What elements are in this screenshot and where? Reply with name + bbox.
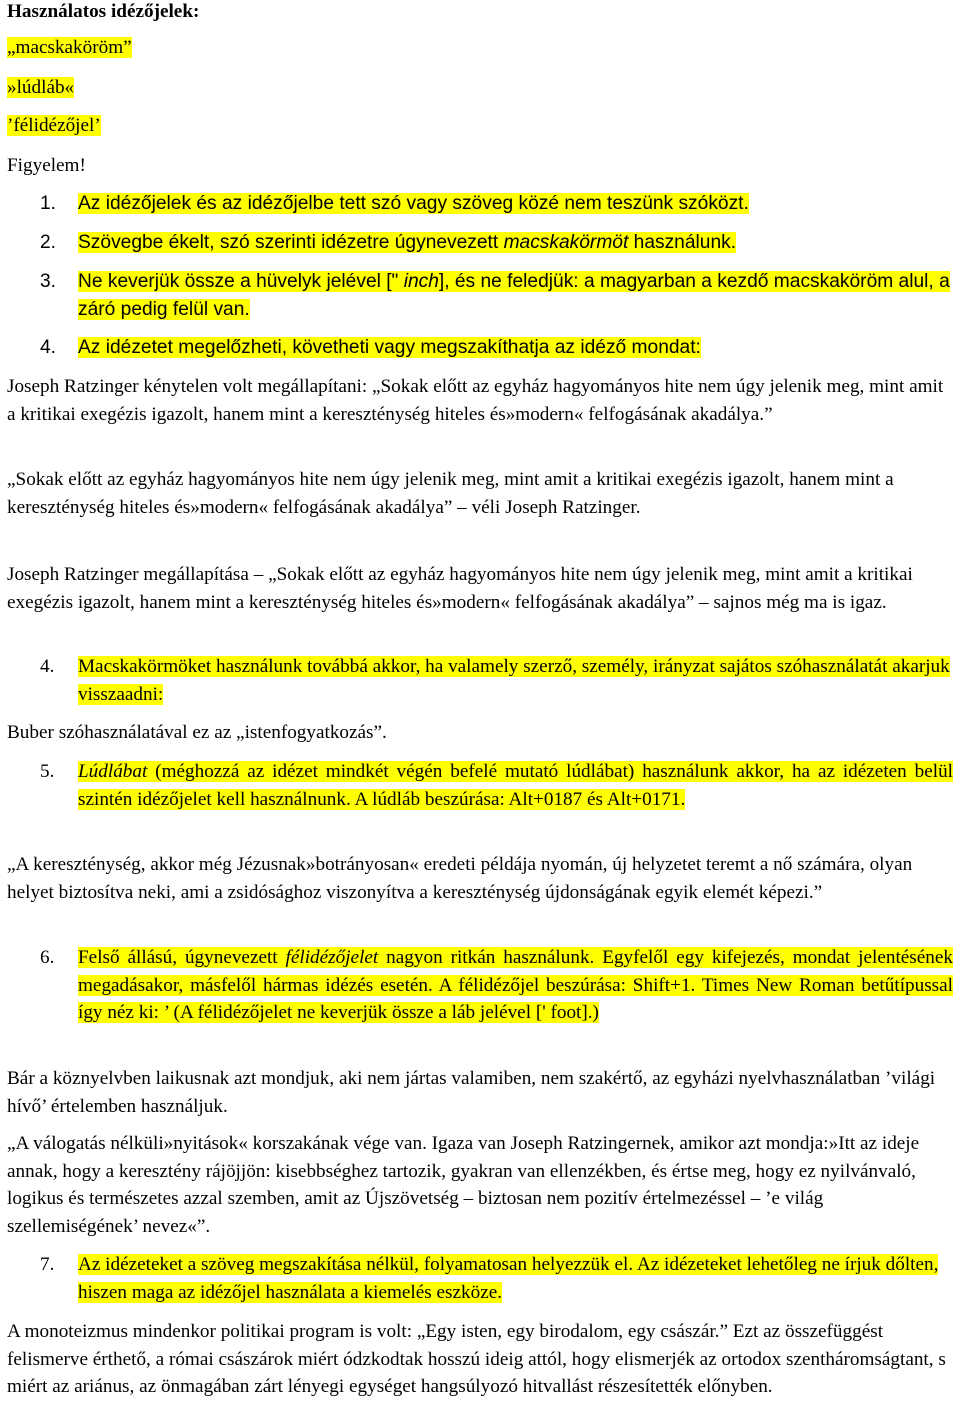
- example-paragraph: „A kereszténység, akkor még Jézusnak»botrányosan« eredeti példája nyomán, új helyzetet teremt a nő számára, olyan helyet biztosítva neki, ami a zsidósághoz viszonyítva a kereszténység újdonságának egyik elemét képezi.”: [7, 854, 913, 903]
- list-number: 5.: [40, 761, 55, 782]
- list-number: 6.: [40, 947, 55, 968]
- example-paragraph: Joseph Ratzinger megállapítása – „Sokak előtt az egyház hagyományos hite nem úgy jelenik meg, mint amit a kritikai exegézis igazolt, hanem mint a kereszténység hiteles és»modern« felfogásának akadálya” – sajnos még ma is igaz.: [7, 564, 913, 613]
- example-paragraph: „A válogatás nélküli»nyitások« korszakának vége van. Igaza van Joseph Ratzingernek, amikor azt mondja:»Itt az ideje annak, hogy a keresztény rájöjjön: kisebbséghez tartozik, gyakran van ellenzékben, és értse meg, hogy ez nyilvánvaló, logikus és természetes azzal szemben, amit az Újszövetség – biztosan nem pozitív értelmezéssel – ’e világ szellemiségének’ nevez«”.: [7, 1133, 920, 1237]
- example-paragraph: Joseph Ratzinger kénytelen volt megállapítani: „Sokak előtt az egyház hagyományos hite nem úgy jelenik meg, mint amit a kritikai exegézis igazolt, hanem mint a kereszténység hiteles és»modern« felfogásának akadálya.”: [7, 376, 944, 425]
- list-number: 4.: [40, 656, 55, 677]
- example-paragraph: Bár a köznyelvben laikusnak azt mondjuk, aki nem jártas valamiben, nem szakértő, az egyházi nyelvhasználatban ’világi hívő’ értelemben használjuk.: [7, 1068, 936, 1117]
- list-number: 2.: [40, 232, 57, 253]
- quote-type-ludlab: »lúdláb«: [7, 77, 75, 98]
- page-title: Használatos idézőjelek:: [7, 1, 200, 22]
- list-number: 3.: [40, 271, 57, 292]
- attention-heading: Figyelem!: [7, 155, 86, 176]
- example-paragraph: „Sokak előtt az egyház hagyományos hite nem úgy jelenik meg, mint amit a kritikai exegézis igazolt, hanem mint a kereszténység hiteles és»modern« felfogásának akadálya” – véli Joseph Ratzinger.: [7, 469, 894, 518]
- example-paragraph: Buber szóhasználatával ez az „istenfogyatkozás”.: [7, 722, 387, 743]
- example-paragraph: A monoteizmus mindenkor politikai program is volt: „Egy isten, egy birodalom, egy császár.” Ezt az összefüggést felismerve érthető, a római császárok miért ódzkodtak hosszú ideig attól, hogy elismerjék az ortodox szentháromságtant, s miért az ariánus, az önmagában zárt lényegi egységet hangsúlyozó hitvallást részesítették előnyben.: [7, 1321, 946, 1397]
- list-number: 1.: [40, 193, 57, 214]
- list-number: 7.: [40, 1254, 55, 1275]
- quote-type-felidezojel: ’félidézőjel’: [7, 115, 101, 136]
- list-number: 4.: [40, 337, 57, 358]
- quote-type-macskakorom: „macskaköröm”: [7, 37, 132, 58]
